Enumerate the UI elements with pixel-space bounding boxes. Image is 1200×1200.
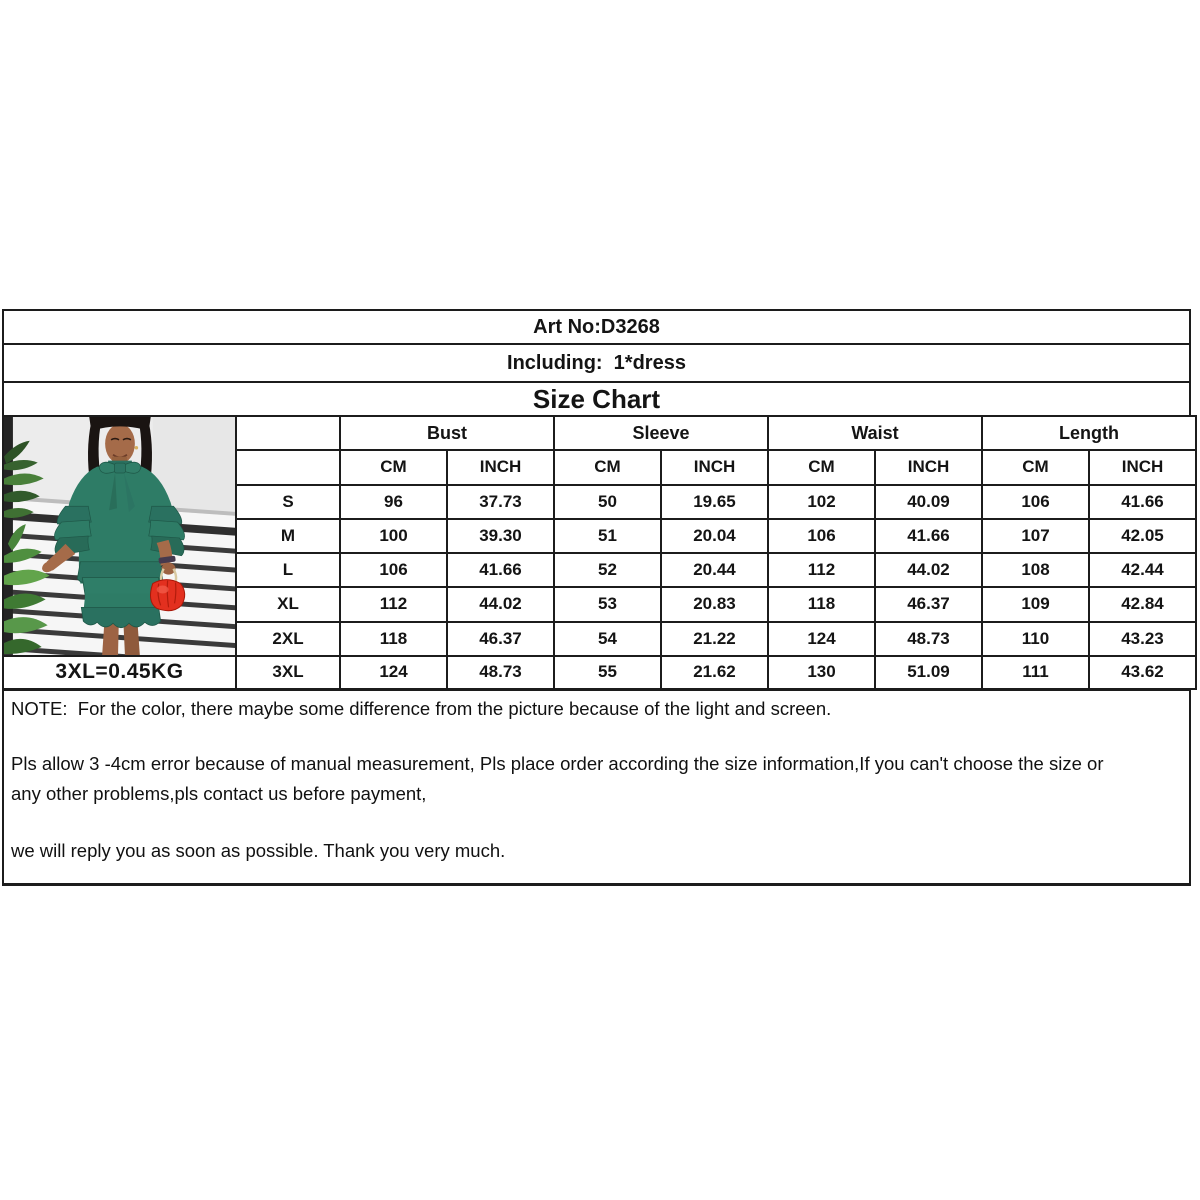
note-line: NOTE: For the color, there maybe some difference from the picture because of the light and screen.: [11, 698, 832, 719]
size-label: L: [236, 553, 340, 587]
cell-value: 41.66: [447, 553, 554, 587]
size-label: M: [236, 519, 340, 553]
cell-value: 43.62: [1089, 656, 1196, 689]
cell-value: 44.02: [875, 553, 982, 587]
cell-value: 108: [982, 553, 1089, 587]
cell-value: 48.73: [447, 656, 554, 689]
product-photo: [3, 416, 236, 656]
cell-value: 42.05: [1089, 519, 1196, 553]
sleeve-ruffles-left: [54, 506, 91, 556]
size-chart-title: Size Chart: [532, 383, 661, 414]
cell-value: 106: [340, 553, 447, 587]
cell-value: 107: [982, 519, 1089, 553]
cell-value: 43.23: [1089, 622, 1196, 656]
cell-value: 100: [340, 519, 447, 553]
unit-header: CM: [554, 450, 661, 484]
cell-value: 41.66: [875, 519, 982, 553]
cell-value: 50: [554, 485, 661, 519]
note-line: Pls allow 3 -4cm error because of manual measurement, Pls place order according the size information,If you can't choose the size or: [11, 753, 1104, 774]
cell-value: 40.09: [875, 485, 982, 519]
table-row-3xl: [3, 656, 1196, 689]
group-header-sleeve: Sleeve: [554, 416, 768, 450]
size-label: S: [236, 485, 340, 519]
cell-value: 21.62: [661, 656, 768, 689]
cell-value: 111: [982, 656, 1089, 689]
corner-cell: [236, 450, 340, 484]
size-label: XL: [236, 587, 340, 621]
cell-value: 112: [340, 587, 447, 621]
cell-value: 39.30: [447, 519, 554, 553]
notes-box: [2, 689, 1191, 886]
cell-value: 106: [768, 519, 875, 553]
cell-value: 55: [554, 656, 661, 689]
hand-right: [162, 563, 176, 575]
cell-value: 130: [768, 656, 875, 689]
note-line: we will reply you as soon as possible. Thank you very much.: [11, 840, 506, 861]
cell-value: 21.22: [661, 622, 768, 656]
cell-value: 37.73: [447, 485, 554, 519]
cell-value: 20.83: [661, 587, 768, 621]
unit-header: INCH: [875, 450, 982, 484]
cell-value: 44.02: [447, 587, 554, 621]
cell-value: 52: [554, 553, 661, 587]
including-text: Including: 1*dress: [507, 351, 686, 374]
cell-value: 48.73: [875, 622, 982, 656]
product-photo-illustration: [4, 417, 235, 655]
cell-value: 124: [768, 622, 875, 656]
cell-value: 41.66: [1089, 485, 1196, 519]
art-no-text: Art No:D3268: [533, 315, 660, 338]
cell-value: 54: [554, 622, 661, 656]
unit-header: CM: [768, 450, 875, 484]
unit-header: INCH: [661, 450, 768, 484]
corner-cell: [236, 416, 340, 450]
cell-value: 46.37: [875, 587, 982, 621]
cell-value: 118: [340, 622, 447, 656]
note-line: any other problems,pls contact us before payment,: [11, 783, 427, 804]
group-header-bust: Bust: [340, 416, 554, 450]
size-chart-title-bar: [2, 381, 1191, 417]
unit-header: CM: [982, 450, 1089, 484]
cell-value: 20.04: [661, 519, 768, 553]
cell-value: 112: [768, 553, 875, 587]
hem-ruffle: [81, 607, 160, 627]
table-group-header-row: [3, 416, 1196, 450]
group-header-waist: Waist: [768, 416, 982, 450]
size-table: [2, 415, 1197, 690]
cell-value: 19.65: [661, 485, 768, 519]
cell-value: 42.84: [1089, 587, 1196, 621]
cell-value: 51.09: [875, 656, 982, 689]
earring: [135, 446, 139, 450]
cell-value: 110: [982, 622, 1089, 656]
unit-header: CM: [340, 450, 447, 484]
cell-value: 109: [982, 587, 1089, 621]
cell-value: 46.37: [447, 622, 554, 656]
cell-value: 53: [554, 587, 661, 621]
cell-value: 124: [340, 656, 447, 689]
unit-header: INCH: [1089, 450, 1196, 484]
size-label: 3XL: [236, 656, 340, 689]
cell-value: 51: [554, 519, 661, 553]
size-label: 2XL: [236, 622, 340, 656]
cell-value: 20.44: [661, 553, 768, 587]
art-no-bar: [2, 309, 1191, 345]
cell-value: 106: [982, 485, 1089, 519]
cell-value: 42.44: [1089, 553, 1196, 587]
group-header-length: Length: [982, 416, 1196, 450]
cell-value: 118: [768, 587, 875, 621]
unit-header: INCH: [447, 450, 554, 484]
including-bar: [2, 343, 1191, 383]
weight-note: 3XL=0.45KG: [3, 656, 236, 689]
cell-value: 102: [768, 485, 875, 519]
cell-value: 96: [340, 485, 447, 519]
